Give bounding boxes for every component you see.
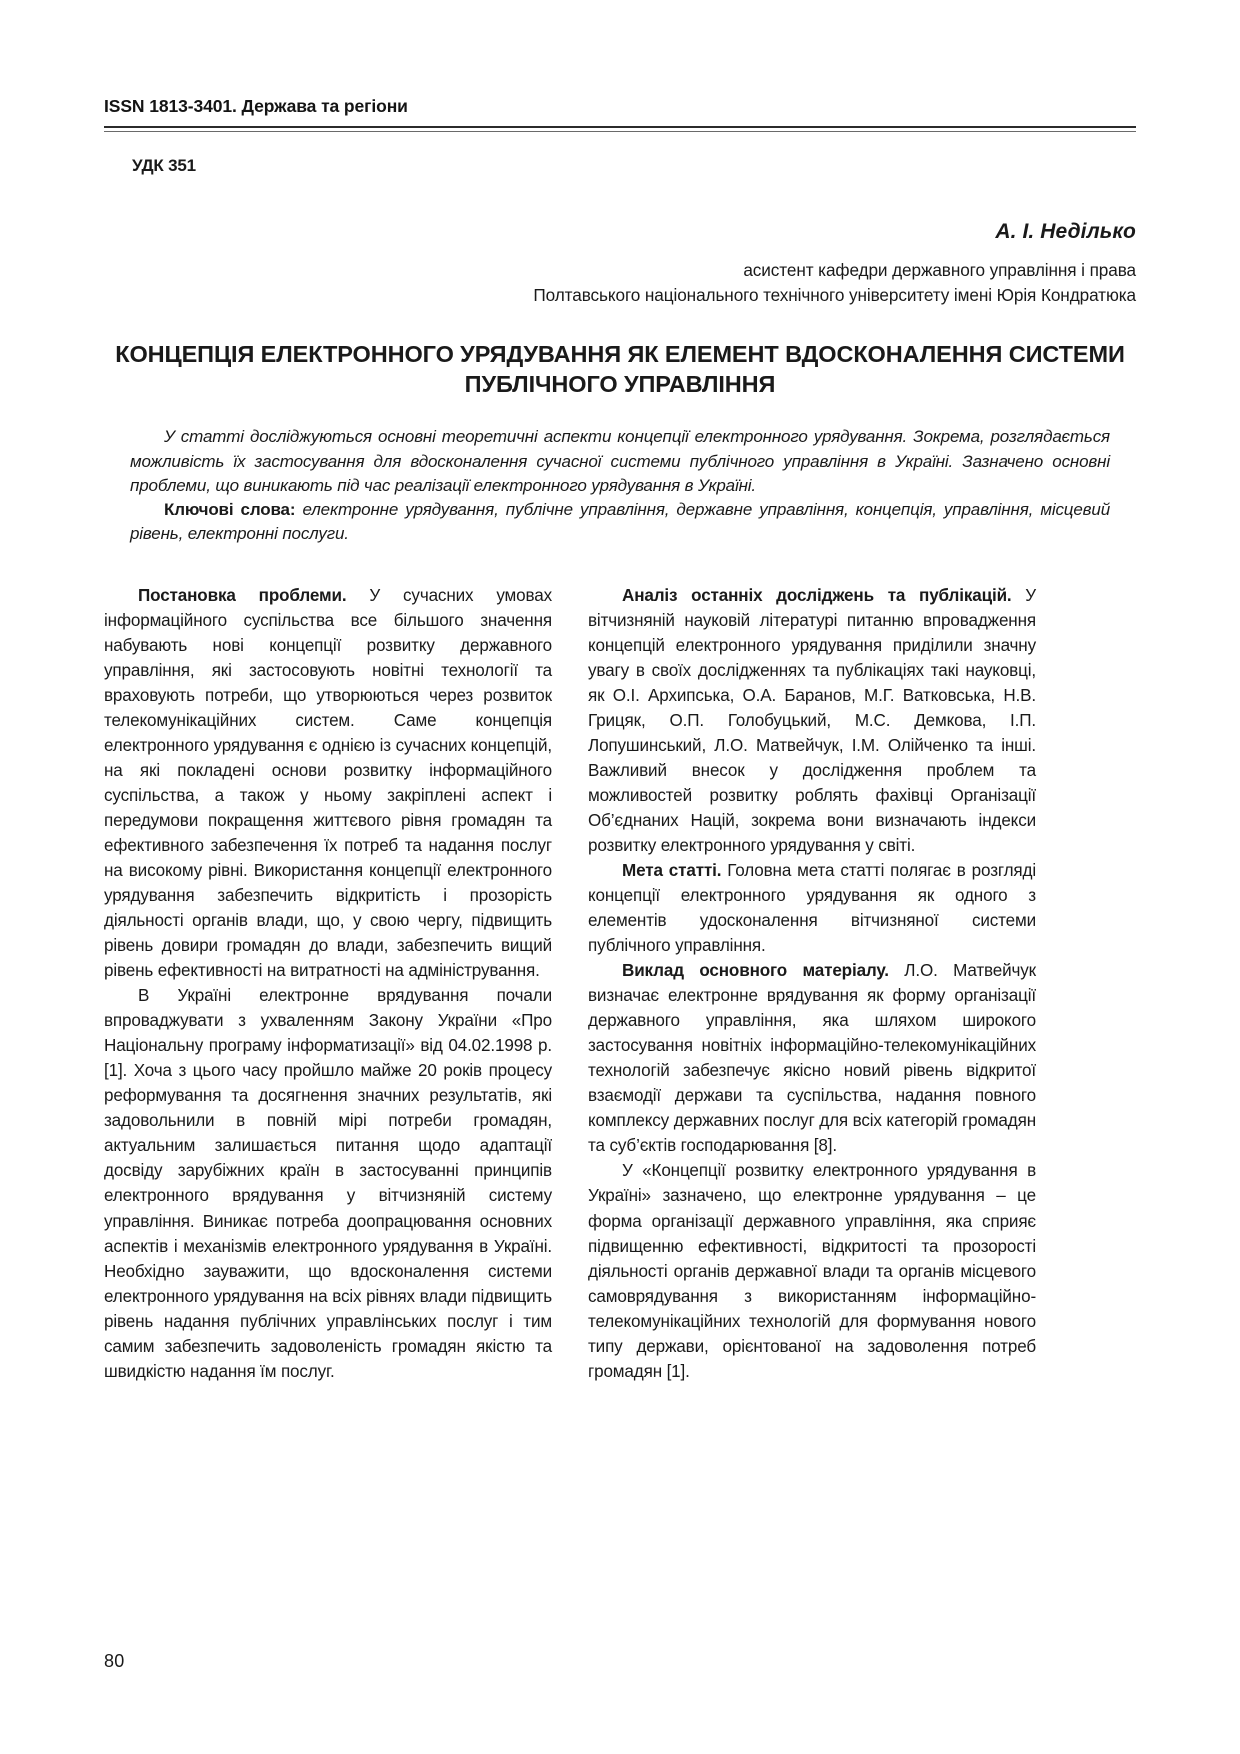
paragraph-text: У «Концепції розвитку електронного урядування в Україні» зазначено, що електронне урядування – це форма організації державного управління, яка сприяє підвищенню ефективності, відкритості та прозорості діяльності органів державної влади та органів місцевого самоврядування з використанням інформаційно-телекомунікаційних технологій для формування нового типу держави, орієнтованої на задоволення потреб громадян [1]. [588, 1161, 1036, 1381]
body-paragraph [104, 983, 552, 1384]
header-rule [104, 126, 1136, 132]
author-name: А. І. Неділько [995, 219, 1136, 243]
body-paragraph [104, 583, 552, 984]
body-columns [104, 583, 1136, 1384]
body-paragraph [588, 1158, 1036, 1383]
body-paragraph [588, 958, 1036, 1158]
running-head: ISSN 1813-3401. Держава та регіони [104, 96, 408, 116]
column-right [588, 583, 1036, 1384]
abstract: У статті досліджуються основні теоретичні аспекти концепції електронного урядування. Зокрема, розглядається можливість їх застосування для вдосконалення сучасної системи публічного управління в Україні. Зазначено основні проблеми, що виникають під час реалізації електронного урядування в Україні. [130, 427, 1110, 495]
keywords-text: електронне урядування, публічне управління, державне управління, концепція, управління, місцевий рівень, електронні послуги. [130, 500, 1111, 544]
page-number: 80 [104, 1651, 125, 1671]
body-paragraph [588, 583, 1036, 858]
paragraph-run-in-heading: Виклад основного матеріалу. [622, 961, 889, 981]
paragraph-text: У сучасних умовах інформаційного суспільства все більшого значення набувають нові концепції розвитку державного управління, які застосовують новітні технології та враховують потреби, що утворюються через розвиток телекомунікаційних систем. Саме концепція електронного урядування є однією із сучасних концепцій, на які покладені основи розвитку інформаційного суспільства, а також у ньому закріплені аспект і передумови покращення життєвого рівня громадян та ефективного забезпечення їх потреб та надання послуг на високому рівні. Використання концепції електронного урядування забезпечить відкритість і прозорість діяльності органів влади, що, у свою чергу, підвищить рівень довири громадян до влади, забезпечить вищий рівень ефективності на витратності на адміністрування. [104, 585, 552, 981]
column-left [104, 583, 552, 1384]
paragraph-text: Л.О. Матвейчук визначає електронне врядування як форму організації державного управління, яка шляхом широкого застосування новітніх інформаційно-телекомунікаційних технологій забезпечує якісно новий рівень відкритої взаємодії держави та суспільства, надання повного комплексу державних послуг для всіх категорій громадян та суб’єктів господарювання [8]. [588, 961, 1036, 1156]
keywords-label: Ключові слова: [164, 500, 296, 520]
paragraph-run-in-heading: Аналіз останніх досліджень та публікацій. [622, 585, 1012, 605]
author-block [104, 220, 1136, 310]
paragraph-run-in-heading: Мета статті. [622, 861, 722, 881]
paragraph-text: У вітчизняній науковій літературі питанню впровадження концепцій електронного урядування приділили значну увагу в своїх дослідженнях та публікаціях такі науковці, як О.І. Архипська, О.А. Баранов, М.Г. Ватковська, Н.В. Грицяк, О.П. Голобуцький, М.С. Демкова, І.П. Лопушинський, Л.О. Матвейчук, І.М. Олійченко та інші. Важливий внесок у дослідження проблем та можливостей розвитку роблять фахівці Організації Об’єднаних Націй, зокрема вони визначають індекси розвитку електронного урядування у світі. [588, 585, 1036, 856]
paragraph-run-in-heading: Постановка проблеми. [138, 585, 347, 605]
paragraph-text: В Україні електронне врядування почали впроваджувати з ухваленням Закону України «Про Національну програму інформатизації» від 04.02.1998 р. [1]. Хоча з цього часу пройшло майже 20 років процесу реформування та досягнення значних результатів, які задовольнили в повній мірі потреби громадян, актуальним залишається питання щодо адаптації досвіду зарубіжних країн в застосуванні принципів електронного врядування у вітчизняній систему управління. Виникає потреба доопрацювання основних аспектів і механізмів електронного урядування в Україні. Необхідно зауважити, що вдосконалення системи електронного урядування на всіх рівнях влади підвищить рівень надання публічних управлінських послуг і тим самим забезпечить задоволеність громадян якістю та швидкістю надання їм послуг. [104, 986, 552, 1381]
paragraph-text: Головна мета статті полягає в розгляді концепції електронного урядування як одного з елементів удосконалення вітчизняної системи публічного управління. [588, 861, 1036, 956]
keywords [130, 498, 1110, 547]
author-affiliation-line-1: асистент кафедри державного управління і права [743, 259, 1136, 280]
udc-code: УДК 351 [132, 155, 196, 175]
article-title: КОНЦЕПЦІЯ ЕЛЕКТРОННОГО УРЯДУВАННЯ ЯК ЕЛЕМЕНТ ВДОСКОНАЛЕННЯ СИСТЕМИ ПУБЛІЧНОГО УПРАВЛІННЯ [115, 341, 1125, 398]
author-affiliation-line-2: Полтавського національного технічного університету імені Юрія Кондратюка [533, 285, 1136, 306]
body-paragraph [588, 858, 1036, 958]
